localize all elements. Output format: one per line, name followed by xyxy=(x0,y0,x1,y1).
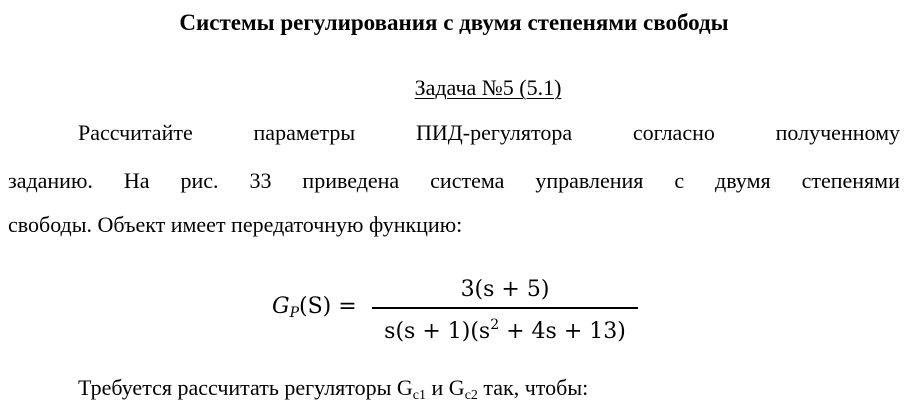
formula-lhs-argument: (S) = xyxy=(299,294,357,319)
paragraph-line-1 xyxy=(78,118,900,148)
word: параметры xyxy=(253,120,356,145)
formula-lhs xyxy=(272,292,357,328)
word: заданию. xyxy=(8,168,93,193)
task-title xyxy=(0,73,908,103)
word: согласно xyxy=(632,120,715,145)
task-title-text: Задача №5 (5.1) xyxy=(414,75,562,100)
formula-fraction xyxy=(372,276,638,346)
formula-denominator-part1: s(s + 1)(s xyxy=(384,318,491,344)
requirement-prefix: Требуется рассчитать регуляторы G xyxy=(78,375,413,400)
word: Рассчитайте xyxy=(78,120,193,145)
word: двумя xyxy=(715,168,771,193)
fraction-bar xyxy=(372,307,638,309)
word: система xyxy=(430,168,505,193)
requirement-sub-1: c1 xyxy=(412,388,427,403)
transfer-function-formula xyxy=(272,276,672,346)
formula-denominator xyxy=(372,311,638,346)
formula-numerator: 3(s + 5) xyxy=(460,277,550,302)
paragraph-line-2 xyxy=(8,166,900,196)
word: 33 xyxy=(249,168,272,193)
paragraph-line-3: свободы. Объект имеет передаточную функцию: xyxy=(8,212,463,237)
word: степенями xyxy=(801,168,900,193)
requirement-middle: и G xyxy=(426,375,465,400)
word: ПИД-регулятора xyxy=(415,120,573,145)
formula-lhs-symbol: G xyxy=(272,294,290,319)
word: приведена xyxy=(302,168,400,193)
formula-denominator-part2: + 4s + 13) xyxy=(499,318,626,344)
word: с xyxy=(674,168,685,193)
formula-denominator-exponent: 2 xyxy=(490,316,500,333)
section-heading: Системы регулирования с двумя степенями свободы xyxy=(179,10,729,35)
word: рис. xyxy=(180,168,219,193)
word: управления xyxy=(535,168,644,193)
word: На xyxy=(123,168,150,193)
requirement-line xyxy=(78,373,588,411)
requirement-suffix: так, чтобы: xyxy=(477,375,589,400)
formula-lhs-subscript: P xyxy=(289,305,299,321)
requirement-sub-2: c2 xyxy=(464,388,478,403)
word: полученному xyxy=(775,120,900,145)
